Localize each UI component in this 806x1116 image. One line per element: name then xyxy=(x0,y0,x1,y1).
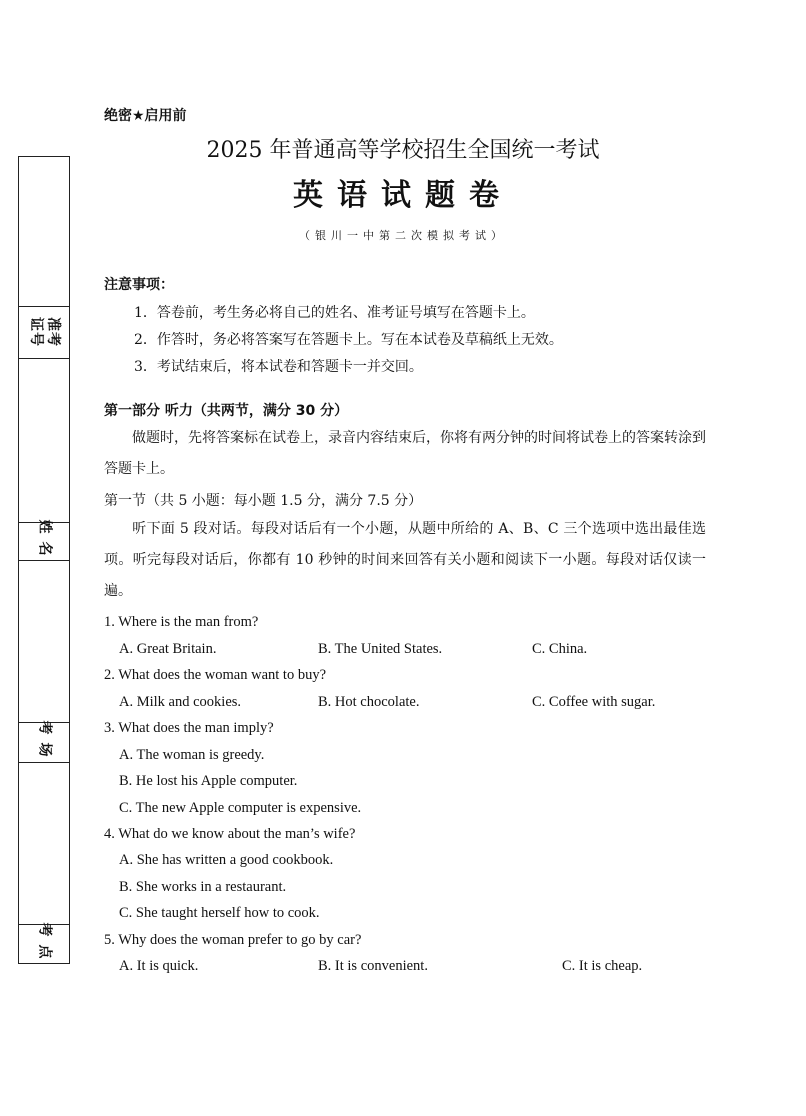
question-5: 5. Why does the woman prefer to go by car? xyxy=(104,932,362,948)
question-4-option-a: A. She has written a good cookbook. xyxy=(119,852,334,868)
name-label: 姓名 xyxy=(36,519,53,563)
part1-title: 第一部分 听力（共两节，满分 30 分） xyxy=(104,403,349,419)
question-5-option-b: B. It is convenient. xyxy=(318,958,428,974)
exam-number-label: 准考证号 xyxy=(28,317,61,347)
question-2-option-c: C. Coffee with sugar. xyxy=(532,694,656,710)
question-3: 3. What does the man imply? xyxy=(104,720,274,736)
secret-mark: 绝密★启用前 xyxy=(104,108,187,124)
question-2: 2. What does the woman want to buy? xyxy=(104,667,327,683)
margin-divider xyxy=(18,358,70,359)
question-5-option-c: C. It is cheap. xyxy=(562,958,643,974)
part1-intro-text: 做题时，先将答案标在试卷上，录音内容结束后，你将有两分钟的时间将试卷上的答案转涂到答题卡上。 xyxy=(104,430,706,477)
notice-item: 3．考试结束后，将本试卷和答题卡一并交回。 xyxy=(134,359,423,375)
notice-title: 注意事项： xyxy=(104,277,174,293)
question-5-option-a: A. It is quick. xyxy=(119,958,199,974)
room-label: 考场 xyxy=(36,720,53,764)
question-3-option-a: A. The woman is greedy. xyxy=(119,747,265,763)
section1-intro-text: 听下面 5 段对话。每段对话后有一个小题，从题中所给的 A、B、C 三个选项中选出最佳选项。听完每段对话后，你都有 10 秒钟的时间来回答有关小题和阅读下一小题。每段对话仅读一遍。 xyxy=(104,521,706,599)
notice-item: 2．作答时，务必将答案写在答题卡上。写在本试卷及草稿纸上无效。 xyxy=(134,332,563,348)
subject-title: 英语试题卷 xyxy=(293,178,513,213)
question-4-option-c: C. She taught herself how to cook. xyxy=(119,905,320,921)
room-label-box xyxy=(18,722,70,762)
notice-item: 1．答卷前，考生务必将自己的姓名、准考证号填写在答题卡上。 xyxy=(134,305,535,321)
section1-intro xyxy=(104,514,706,607)
question-3-option-c: C. The new Apple computer is expensive. xyxy=(119,800,362,816)
question-1-option-c: C. China. xyxy=(532,641,588,657)
site-label: 考点 xyxy=(36,922,53,966)
exam-subtitle: （银川一中第二次模拟考试） xyxy=(299,229,507,242)
question-1-option-a: A. Great Britain. xyxy=(119,641,217,657)
name-label-box xyxy=(18,519,70,563)
question-1: 1. Where is the man from? xyxy=(104,614,259,630)
question-4: 4. What do we know about the man’s wife? xyxy=(104,826,356,842)
exam-number-label-box xyxy=(18,306,70,358)
exam-title: 2025 年普通高等学校招生全国统一考试 xyxy=(206,138,600,163)
question-4-option-b: B. She works in a restaurant. xyxy=(119,879,287,895)
question-2-option-b: B. Hot chocolate. xyxy=(318,694,420,710)
section1-title: 第一节（共 5 小题：每小题 1.5 分，满分 7.5 分） xyxy=(104,493,423,509)
question-2-option-a: A. Milk and cookies. xyxy=(119,694,242,710)
part1-intro xyxy=(104,423,706,485)
question-1-option-b: B. The United States. xyxy=(318,641,443,657)
site-label-box xyxy=(18,924,70,964)
question-3-option-b: B. He lost his Apple computer. xyxy=(119,773,298,789)
